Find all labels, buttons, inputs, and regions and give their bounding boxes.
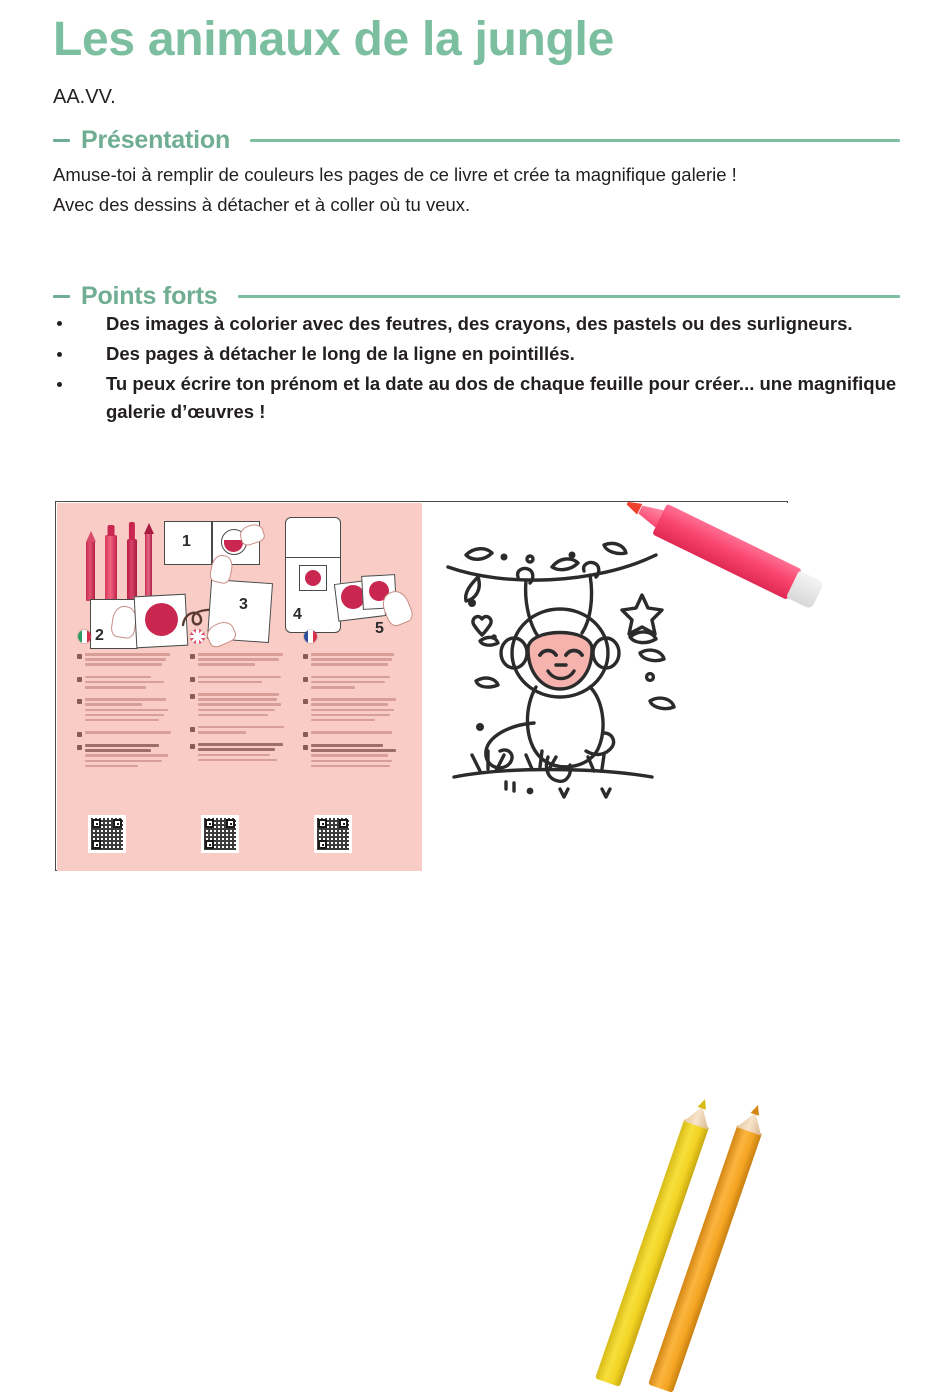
color-blob	[305, 570, 321, 586]
monkey-coloring-illustration	[444, 541, 714, 799]
presentation-line-1: Amuse-toi à remplir de couleurs les pages de ce livre et crée ta magnifique galerie !	[53, 164, 737, 185]
section-divider	[238, 295, 901, 298]
qr-code-fr[interactable]	[314, 815, 352, 853]
list-item-text: Des images à colorier avec des feutres, des crayons, des pastels ou des surligneurs.	[106, 313, 853, 334]
points-forts-list	[53, 310, 901, 428]
qr-code-it[interactable]	[88, 815, 126, 853]
list-item	[53, 310, 901, 338]
france-flag-icon	[303, 629, 318, 644]
presentation-line-2: Avec des dessins à détacher et à coller où tu veux.	[53, 193, 471, 215]
page-title: Les animaux de la jungle	[53, 13, 614, 66]
bullet-icon	[57, 352, 62, 357]
italy-flag-icon	[77, 629, 92, 644]
section-title-presentation: Présentation	[81, 126, 231, 154]
marker-thick-icon	[105, 535, 117, 601]
language-column-it	[77, 629, 177, 777]
section-divider	[250, 139, 900, 142]
section-heading-points-forts	[53, 282, 900, 311]
language-column-fr	[303, 629, 403, 777]
step-number-3: 3	[239, 596, 248, 613]
uk-flag-icon	[190, 629, 205, 644]
bullet-icon	[57, 382, 62, 387]
book-author: AA.VV.	[53, 86, 116, 108]
fridge-divider	[285, 557, 341, 558]
list-item-text: Tu peux écrire ton prénom et la date au dos de chaque feuille pour créer... une magnifique galerie d’œuvres !	[106, 373, 897, 423]
crayon-icon	[86, 541, 95, 601]
section-heading-presentation	[53, 126, 900, 155]
marker-icon	[127, 539, 137, 601]
presentation-body	[53, 160, 901, 220]
list-item	[53, 340, 901, 368]
instruction-panel	[57, 503, 422, 871]
colored-pencil-icon	[145, 533, 152, 601]
step-number-5: 5	[375, 620, 384, 637]
step-number-2: 2	[95, 627, 104, 644]
list-item	[53, 370, 901, 426]
step-number-1: 1	[182, 533, 191, 550]
language-column-en	[190, 629, 290, 771]
dash-icon	[53, 295, 70, 298]
step-number-4: 4	[293, 606, 302, 623]
list-item-text: Des pages à détacher le long de la ligne en pointillés.	[106, 343, 575, 365]
dash-icon	[53, 139, 70, 142]
image-frame	[55, 501, 788, 871]
section-title-points-forts: Points forts	[81, 282, 218, 310]
product-image[interactable]	[55, 501, 788, 871]
bullet-icon	[57, 321, 62, 326]
qr-code-en[interactable]	[201, 815, 239, 853]
